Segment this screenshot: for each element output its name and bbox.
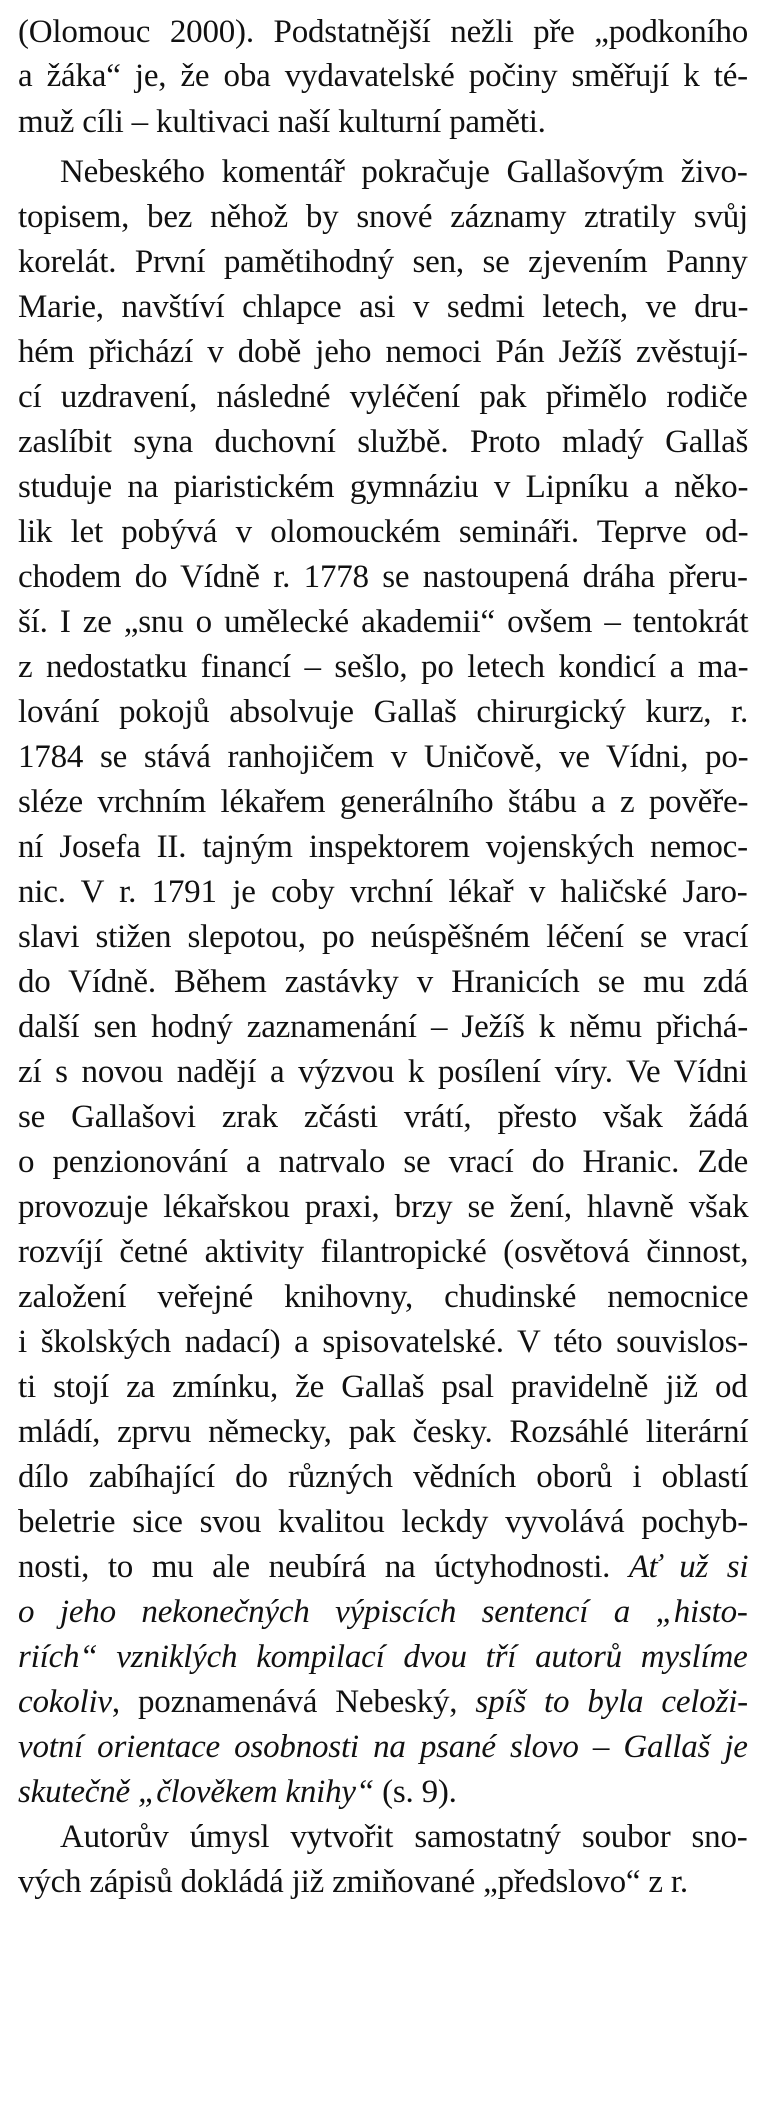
text-line: [18, 1005, 748, 1049]
italic-text: spíš to byla celoži-: [475, 1684, 748, 1720]
text-line: [18, 10, 748, 54]
text-run: (s. 9).: [374, 1774, 457, 1810]
text-line: [18, 780, 748, 824]
text-line: [18, 195, 748, 239]
text-run: do Vídně. Během zastávky v Hranicích se mu zdá: [18, 964, 749, 1000]
text-line: [18, 1410, 748, 1454]
text-run: (Olomouc 2000). Podstatnější nežli pře „podkoního: [18, 14, 749, 50]
text-run: studuje na piaristickém gymnáziu v Lipníku a něko-: [18, 469, 749, 505]
italic-text: Ať už si: [628, 1549, 749, 1585]
text-line: [60, 1815, 748, 1859]
text-line: [18, 54, 748, 98]
text-line: [18, 1185, 748, 1229]
text-run: ší. I ze „snu o umělecké akademii“ ovšem – tentokrát: [18, 604, 749, 640]
text-run: korelát. První pamětihodný sen, se zjevením Panny: [18, 244, 748, 280]
text-run: 1784 se stává ranhojičem v Uničově, ve Vídni, po-: [18, 739, 749, 775]
text-run: ní Josefa II. tajným inspektorem vojenských nemoc-: [18, 829, 748, 865]
text-line: [18, 1455, 748, 1499]
text-line: [18, 1770, 457, 1814]
text-run: topisem, bez něhož by snové záznamy ztratily svůj: [18, 199, 749, 235]
text-run: vých zápisů dokládá již zmiňované „předslovo“ z r.: [18, 1864, 688, 1900]
text-line: [18, 1680, 748, 1724]
text-line: [18, 285, 748, 329]
text-line: [60, 150, 748, 194]
text-run: a žáka“ je, že oba vydavatelské počiny směřují k té-: [18, 58, 748, 94]
text-line: [18, 690, 748, 734]
text-line: [18, 1365, 748, 1409]
text-run: lik let pobývá v olomouckém semináři. Teprve od-: [18, 514, 749, 550]
text-line: [18, 100, 546, 144]
text-run: sléze vrchním lékařem generálního štábu a z pověře-: [18, 784, 749, 820]
text-run: mládí, zprvu německy, pak česky. Rozsáhlé literární: [18, 1414, 749, 1450]
text-line: [18, 1590, 748, 1634]
text-line: [18, 870, 748, 914]
text-line: [18, 1050, 748, 1094]
text-line: [18, 240, 748, 284]
text-line: [18, 465, 748, 509]
text-run: zaslíbit syna duchovní službě. Proto mladý Gallaš: [18, 424, 749, 460]
text-run: Autorův úmysl vytvořit samostatný soubor sno-: [60, 1819, 748, 1855]
italic-text: o jeho nekonečných výpiscích sentencí a „histo-: [18, 1594, 748, 1630]
italic-text: cokoliv: [18, 1684, 112, 1720]
text-run: , poznamenává Nebeský,: [111, 1684, 476, 1720]
text-run: provozuje lékařskou praxi, brzy se žení, hlavně však: [18, 1189, 749, 1225]
text-run: Nebeského komentář pokračuje Gallašovým živo-: [60, 154, 748, 190]
text-line: [18, 735, 748, 779]
text-line: [18, 510, 748, 554]
text-line: [18, 420, 748, 464]
text-line: [18, 915, 748, 959]
text-run: zí s novou nadějí a výzvou k posílení víry. Ve Vídni: [18, 1054, 748, 1090]
italic-text: skutečně „člověkem knihy“: [18, 1774, 375, 1810]
text-line: [18, 1500, 748, 1544]
text-run: o penzionování a natrvalo se vrací do Hranic. Zde: [18, 1144, 749, 1180]
text-line: [18, 960, 748, 1004]
text-line: [18, 1320, 748, 1364]
text-line: [18, 825, 748, 869]
text-line: [18, 330, 748, 374]
text-run: se Gallašovi zrak zčásti vrátí, přesto však žádá: [18, 1099, 749, 1135]
text-run: z nedostatku financí – sešlo, po letech kondicí a ma-: [18, 649, 749, 685]
italic-text: votní orientace osobnosti na psané slovo – Gallaš je: [18, 1729, 748, 1765]
text-run: další sen hodný zaznamenání – Ježíš k němu přichá-: [18, 1009, 748, 1045]
text-line: [18, 1275, 748, 1319]
text-run: cí uzdravení, následné vyléčení pak přimělo rodiče: [18, 379, 748, 415]
text-run: rozvíjí četné aktivity filantropické (osvětová činnost,: [18, 1234, 749, 1270]
text-run: beletrie sice svou kvalitou leckdy vyvolává pochyb-: [18, 1504, 749, 1540]
text-line: [18, 375, 748, 419]
text-run: založení veřejné knihovny, chudinské nemocnice: [18, 1279, 749, 1315]
text-line: [18, 555, 748, 599]
text-run: slavi stižen slepotou, po neúspěšném léčení se vrací: [18, 919, 749, 955]
text-line: [18, 1725, 748, 1769]
document-page: [18, 0, 748, 2118]
text-run: muž cíli – kultivaci naší kulturní paměti.: [18, 104, 546, 140]
text-line: [18, 1230, 748, 1274]
text-line: [18, 645, 748, 689]
text-line: [18, 1095, 748, 1139]
text-run: Marie, navštíví chlapce asi v sedmi letech, ve dru-: [18, 289, 749, 325]
text-line: [18, 600, 748, 644]
text-run: nic. V r. 1791 je coby vrchní lékař v haličské Jaro-: [18, 874, 748, 910]
text-run: hém přichází v době jeho nemoci Pán Ježíš zvěstují-: [18, 334, 748, 370]
text-line: [18, 1545, 748, 1589]
text-run: chodem do Vídně r. 1778 se nastoupená dráha přeru-: [18, 559, 748, 595]
text-line: [18, 1860, 688, 1904]
text-line: [18, 1140, 748, 1184]
text-run: lování pokojů absolvuje Gallaš chirurgický kurz, r.: [18, 694, 749, 730]
text-run: dílo zabíhající do různých vědních oborů i oblastí: [18, 1459, 749, 1495]
text-run: ti stojí za zmínku, že Gallaš psal pravidelně již od: [18, 1369, 748, 1405]
text-run: nosti, to mu ale neubírá na úctyhodnosti.: [18, 1549, 629, 1585]
text-run: i školských nadací) a spisovatelské. V této souvislos-: [18, 1324, 749, 1360]
italic-text: riích“ vzniklých kompilací dvou tří autorů myslíme: [18, 1639, 748, 1675]
text-line: [18, 1635, 748, 1679]
